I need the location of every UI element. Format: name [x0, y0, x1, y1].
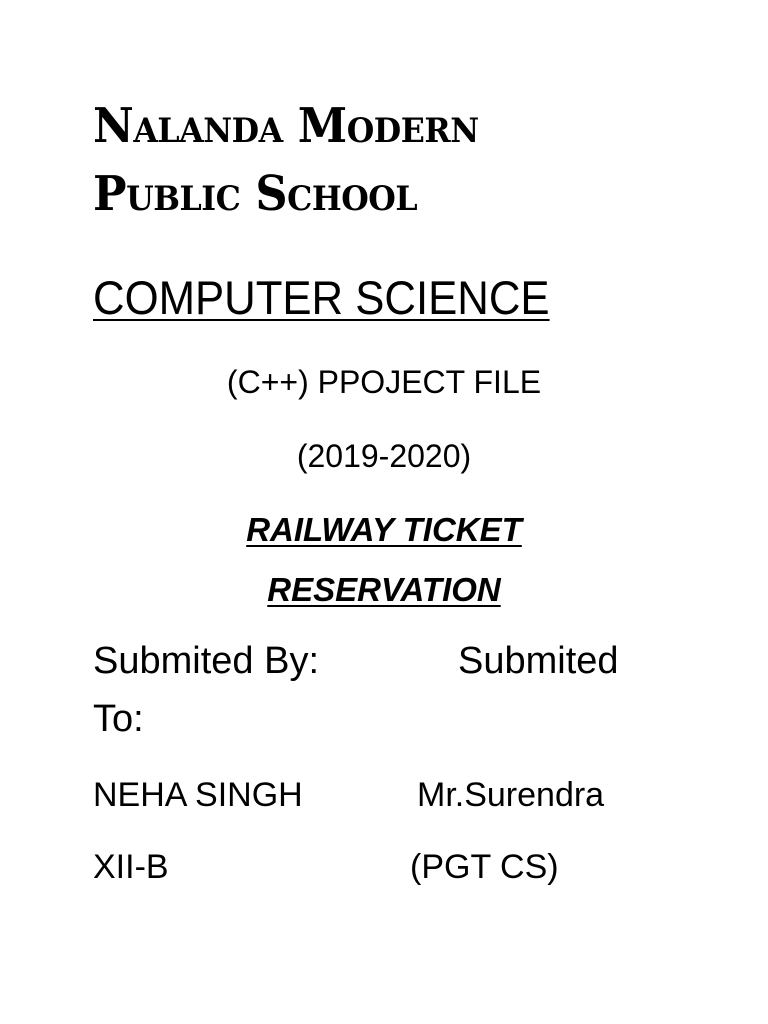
submitted-by-label: Submited By:	[93, 640, 319, 682]
session-year-text: (2019-2020)	[296, 438, 472, 474]
submitted-to-label-continued: To:	[93, 698, 144, 740]
teacher-role: (PGT CS)	[410, 848, 559, 886]
file-type-text: (C++) PPOJECT FILE	[226, 364, 542, 400]
submitted-to-label: Submited	[458, 640, 619, 682]
school-name-line2: Public School	[93, 166, 418, 222]
school-name-heading	[93, 92, 670, 228]
project-title-line2: RESERVATION	[267, 571, 501, 608]
student-class: XII-B	[93, 848, 169, 886]
subject-heading: COMPUTER SCIENCE	[93, 271, 550, 324]
project-title-line1: RAILWAY TICKET	[246, 511, 522, 548]
school-name-line1: Nalanda Modern	[93, 98, 479, 154]
student-name: NEHA SINGH	[93, 776, 303, 814]
teacher-name: Mr.Surendra	[417, 776, 605, 814]
